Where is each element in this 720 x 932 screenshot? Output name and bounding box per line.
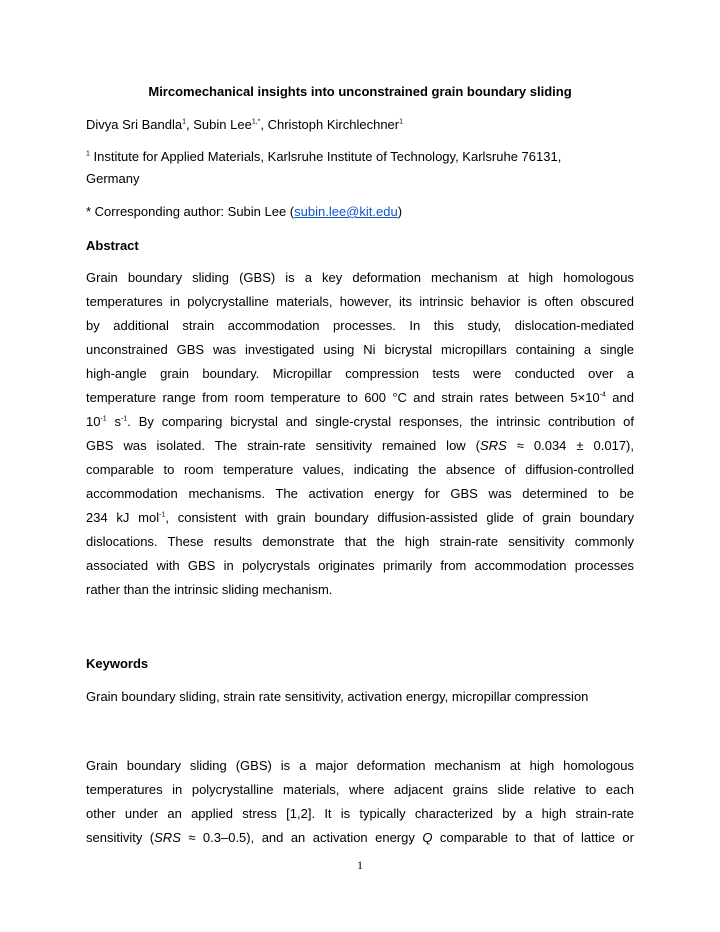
author-name: Divya Sri Bandla <box>86 117 183 132</box>
text-run: . By comparing bicrystal and single-crystal responses, the intrinsic contribution of <box>127 414 634 429</box>
superscript: -4 <box>599 391 606 399</box>
affiliation-mark: 1 <box>86 150 90 158</box>
abstract-heading: Abstract <box>86 238 139 253</box>
abstract-line <box>86 386 634 410</box>
affiliation-text: Institute for Applied Materials, Karlsruhe Institute of Technology, Karlsruhe 76131, <box>89 149 562 164</box>
corresponding-suffix: ) <box>397 204 403 219</box>
affiliation-country: Germany <box>86 171 140 186</box>
abstract-line: Grain boundary sliding (GBS) is a key deformation mechanism at high homologous <box>86 270 634 285</box>
abstract-line: unconstrained GBS was investigated using Ni bicrystal micropillars containing a single <box>86 342 634 357</box>
affiliation-line <box>86 149 561 164</box>
author-list <box>86 117 403 132</box>
superscript: -1 <box>100 415 107 423</box>
author-affiliation-mark: 1 <box>182 118 187 126</box>
intro-paragraph <box>86 754 634 850</box>
author-separator: , <box>260 117 268 132</box>
author-name: Christoph Kirchlechner <box>267 117 400 132</box>
abstract-line: accommodation mechanisms. The activation energy for GBS was determined to be <box>86 486 634 501</box>
intro-line <box>86 826 634 850</box>
abstract-line <box>86 506 634 530</box>
italic-term: SRS <box>154 830 181 845</box>
author-name: Subin Lee <box>193 117 252 132</box>
intro-line: Grain boundary sliding (GBS) is a major deformation mechanism at high homologous <box>86 758 634 773</box>
corresponding-author <box>86 204 402 219</box>
author-separator: , <box>186 117 194 132</box>
intro-line: other under an applied stress [1,2]. It is typically characterized by a high strain-rate <box>86 806 634 821</box>
text-run: GBS was isolated. The strain-rate sensitivity remained low ( <box>86 438 481 453</box>
text-run: s <box>106 414 122 429</box>
text-run: , consistent with grain boundary diffusion-assisted glide of grain boundary <box>165 510 634 525</box>
abstract-line: rather than the intrinsic sliding mechanism. <box>86 582 333 597</box>
abstract-line: temperatures in polycrystalline materials, however, its intrinsic behavior is often obscured <box>86 294 634 309</box>
abstract-line <box>86 434 634 458</box>
superscript: -1 <box>159 511 166 519</box>
text-run: temperature range from room temperature to 600 °C and strain rates between 5×10 <box>86 390 600 405</box>
abstract-line: dislocations. These results demonstrate that the high strain-rate sensitivity commonly <box>86 534 634 549</box>
text-run: comparable to that of lattice or <box>432 830 634 845</box>
keywords-heading: Keywords <box>86 656 149 671</box>
abstract-line <box>86 410 634 434</box>
italic-term: Q <box>422 830 433 845</box>
abstract-line: high-angle grain boundary. Micropillar compression tests were conducted over a <box>86 366 634 381</box>
keywords-text: Grain boundary sliding, strain rate sensitivity, activation energy, micropillar compression <box>86 689 589 704</box>
italic-term: SRS <box>480 438 507 453</box>
email-link[interactable]: subin.lee@kit.edu <box>294 204 398 219</box>
page-number: 1 <box>357 858 363 872</box>
corresponding-prefix: * Corresponding author: Subin Lee ( <box>86 204 295 219</box>
text-run: sensitivity ( <box>86 830 155 845</box>
abstract-paragraph <box>86 266 634 602</box>
abstract-line: comparable to room temperature values, indicating the absence of diffusion-controlled <box>86 462 634 477</box>
text-run: ≈ 0.034 ± 0.017), <box>506 438 634 453</box>
text-run: and <box>605 390 634 405</box>
superscript: -1 <box>121 415 128 423</box>
intro-line: temperatures in polycrystalline materials, where adjacent grains slide relative to each <box>86 782 634 797</box>
text-run: 234 kJ mol <box>86 510 160 525</box>
abstract-line: by additional strain accommodation processes. In this study, dislocation-mediated <box>86 318 634 333</box>
paper-title: Mircomechanical insights into unconstrained grain boundary sliding <box>148 84 572 99</box>
abstract-line: associated with GBS in polycrystals originates primarily from accommodation processes <box>86 558 634 573</box>
author-affiliation-mark: 1 <box>399 118 404 126</box>
text-run: 10 <box>86 414 101 429</box>
author-affiliation-mark: 1,* <box>251 118 261 126</box>
text-run: ≈ 0.3–0.5), and an activation energy <box>180 830 423 845</box>
